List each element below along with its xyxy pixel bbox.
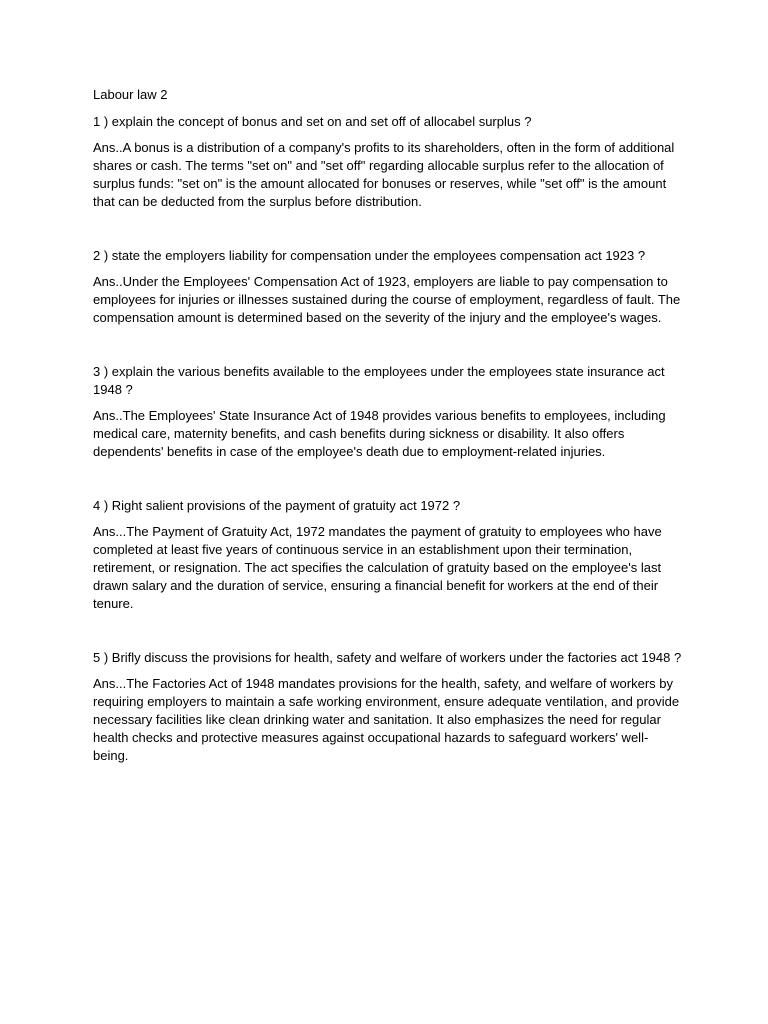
document-page bbox=[93, 86, 683, 801]
answer-text: Ans...The Payment of Gratuity Act, 1972 mandates the payment of gratuity to employees who have completed at least five years of continuous service in an establishment upon their termination, retirement, or resignation. The act specifies the calculation of gratuity based on the employee's last drawn salary and the duration of service, ensuring a financial benefit for workers at the end of their tenure. bbox=[93, 524, 662, 611]
answer-text: Ans...The Factories Act of 1948 mandates provisions for the health, safety, and welfare of workers by requiring employers to maintain a safe working environment, ensure adequate ventilation, and provide necessary facilities like clean drinking water and sanitation. It also emphasizes the need for regular health checks and protective measures against occupational hazards to safeguard workers' well-being. bbox=[93, 676, 680, 763]
qa-item-4 bbox=[93, 497, 683, 613]
answer-text: Ans..The Employees' State Insurance Act of 1948 provides various benefits to employees, including medical care, maternity benefits, and cash benefits during sickness or disability. It also offers dependents' benefits in case of the employee's death due to employment-related injuries. bbox=[93, 408, 666, 459]
qa-item-2 bbox=[93, 247, 683, 327]
question-text: 2 ) state the employers liability for compensation under the employees compensation act 1923 ? bbox=[93, 248, 646, 263]
qa-item-3 bbox=[93, 363, 683, 461]
question-text: 3 ) explain the various benefits available to the employees under the employees state insurance act 1948 ? bbox=[93, 364, 665, 397]
question-text: 1 ) explain the concept of bonus and set on and set off of allocabel surplus ? bbox=[93, 114, 532, 129]
answer-text: Ans..A bonus is a distribution of a company's profits to its shareholders, often in the form of additional shares or cash. The terms "set on" and "set off" regarding allocable surplus refer to the allocation of surplus funds: "set on" is the amount allocated for bonuses or reserves, while "set off" is the amount that can be deducted from the surplus before distribution. bbox=[93, 140, 675, 209]
document-title: Labour law 2 bbox=[93, 87, 168, 102]
question-text: 4 ) Right salient provisions of the payment of gratuity act 1972 ? bbox=[93, 498, 461, 513]
question-text: 5 ) Brifly discuss the provisions for health, safety and welfare of workers under the factories act 1948 ? bbox=[93, 650, 682, 665]
qa-item-5 bbox=[93, 649, 683, 765]
qa-item-1 bbox=[93, 113, 683, 211]
answer-text: Ans..Under the Employees' Compensation Act of 1923, employers are liable to pay compensation to employees for injuries or illnesses sustained during the course of employment, regardless of fault. The compensation amount is determined based on the severity of the injury and the employee's wages. bbox=[93, 274, 681, 325]
